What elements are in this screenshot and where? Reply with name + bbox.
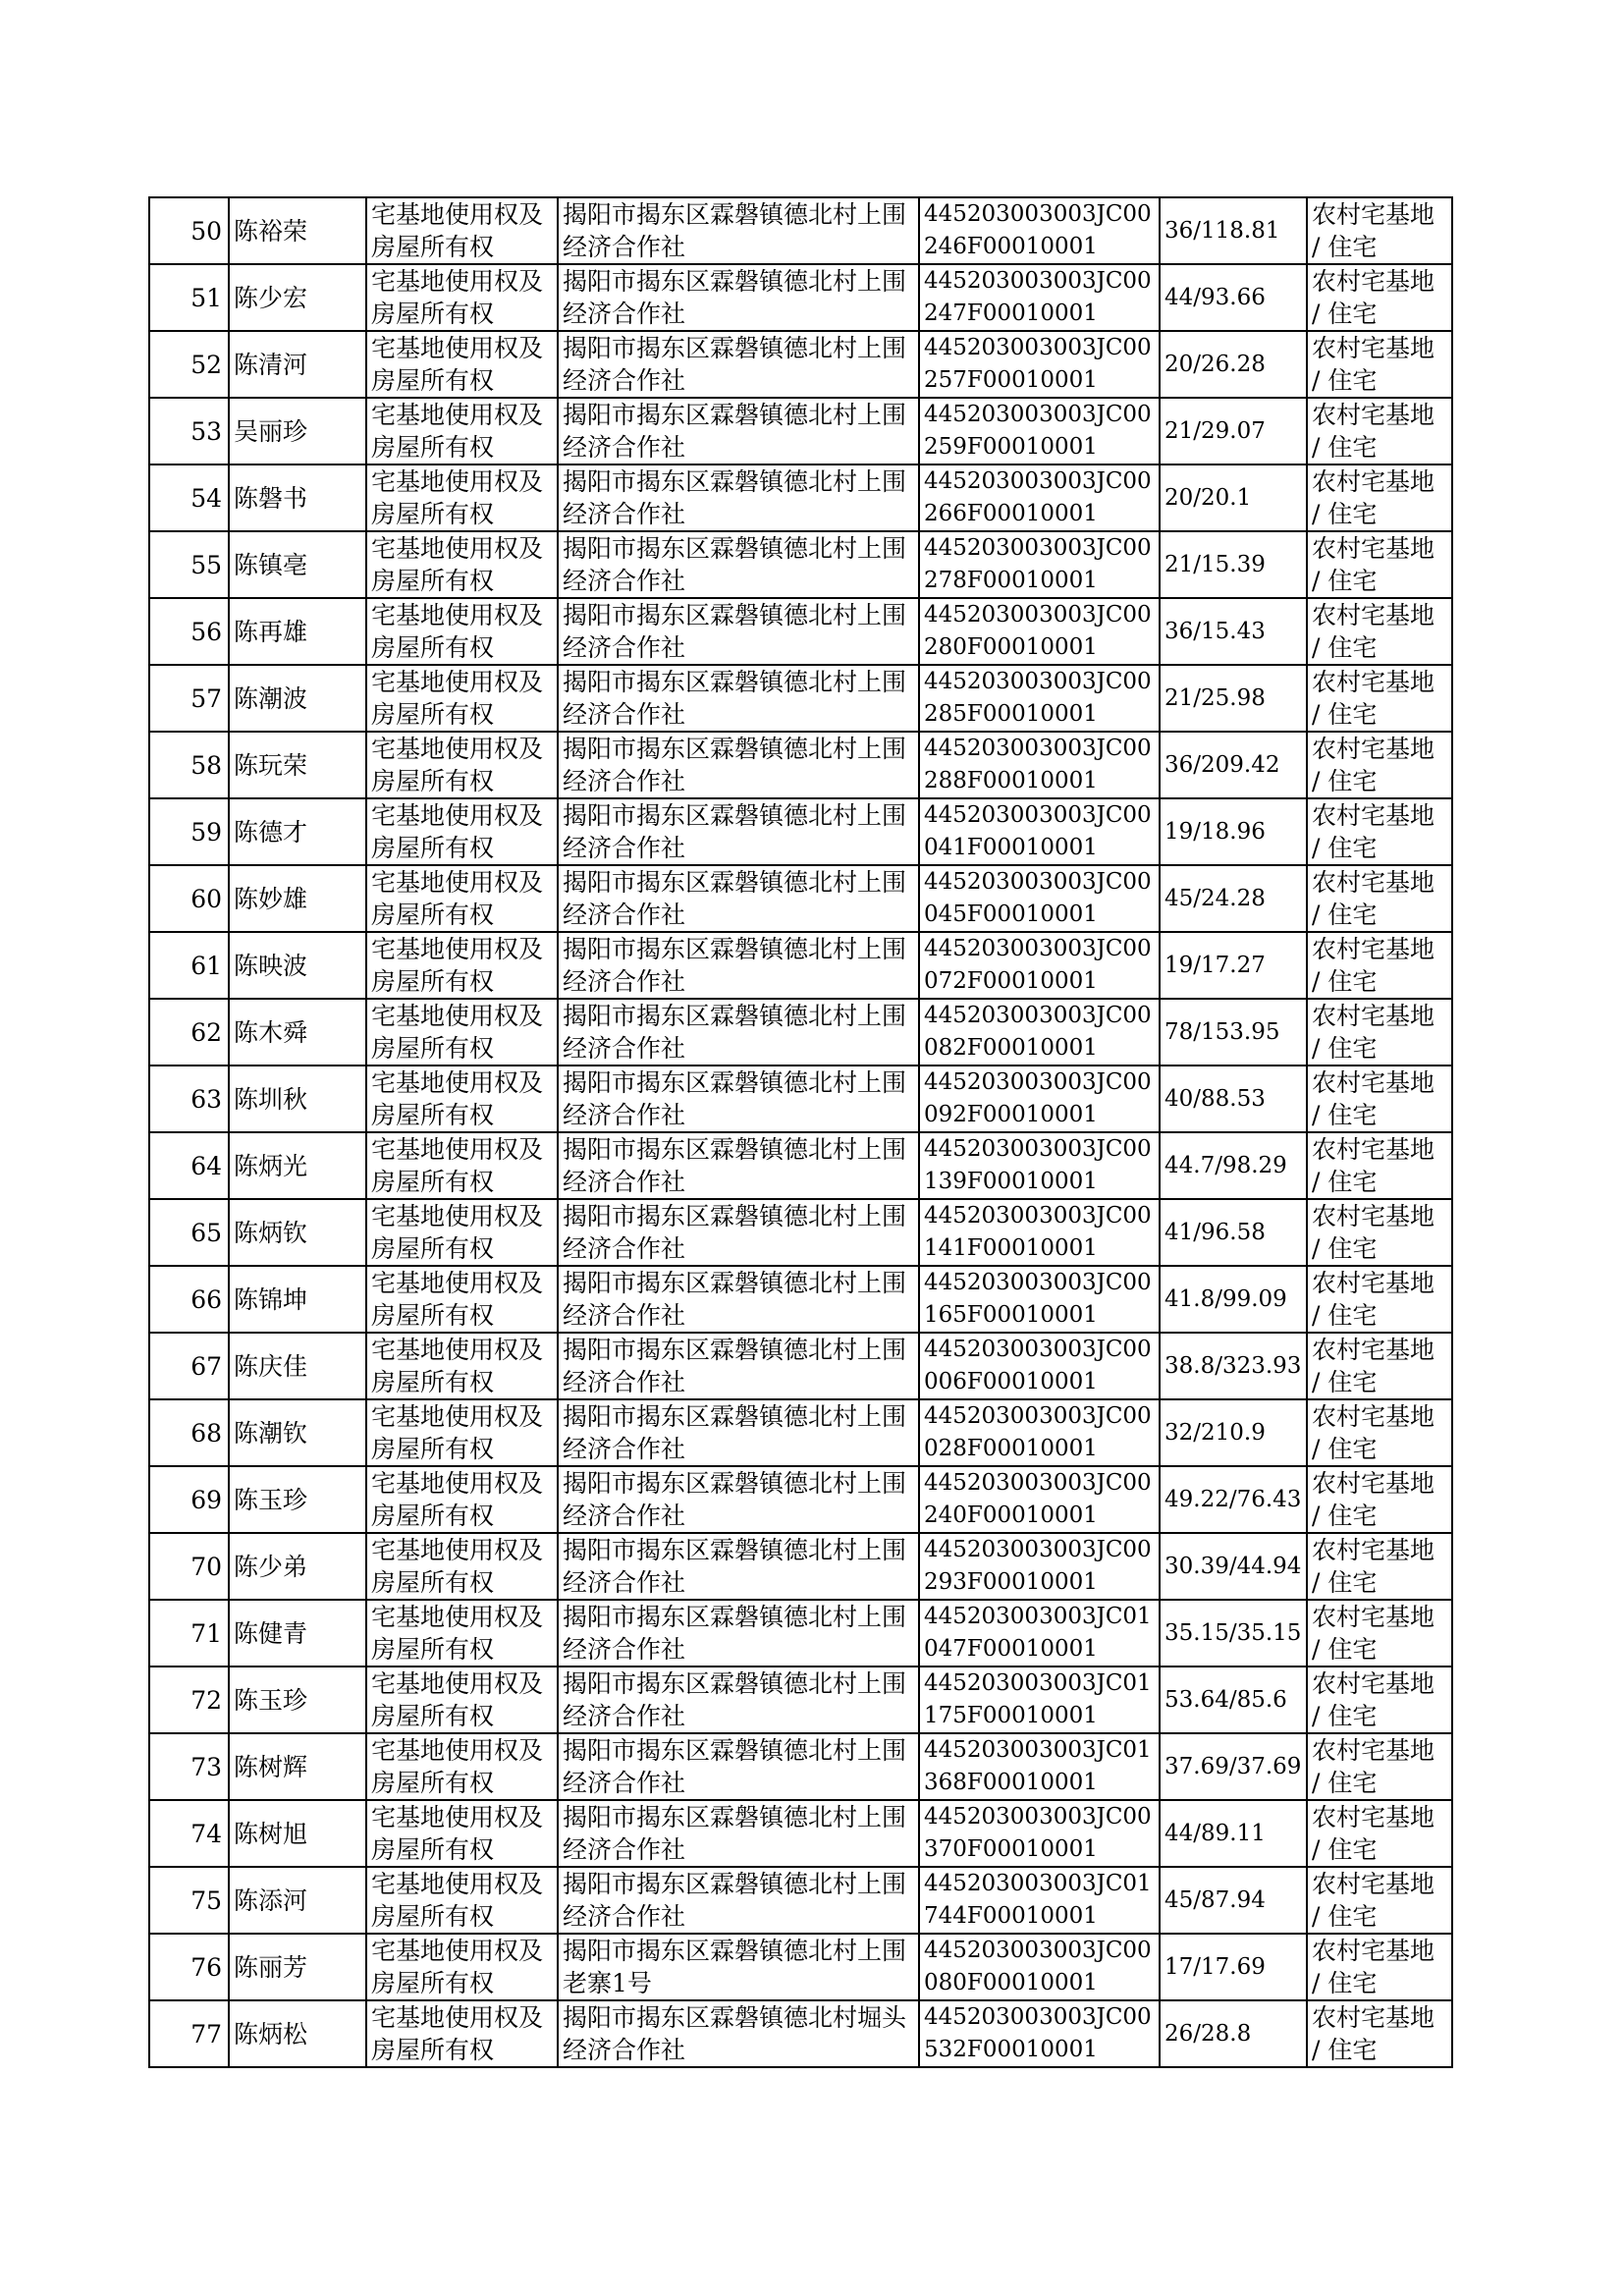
right-type-cell: 宅基地使用权及房屋所有权 (366, 1867, 558, 1934)
unit-code-cell: 445203003003JC00247F00010001 (919, 264, 1160, 331)
unit-code-cell: 445203003003JC00285F00010001 (919, 665, 1160, 732)
unit-code-cell: 445203003003JC00370F00010001 (919, 1800, 1160, 1867)
right-type-cell: 宅基地使用权及房屋所有权 (366, 398, 558, 464)
owner-name-cell: 陈裕荣 (229, 197, 366, 264)
owner-name-cell: 陈玩荣 (229, 732, 366, 798)
owner-name-cell: 陈炳光 (229, 1132, 366, 1199)
right-type-cell: 宅基地使用权及房屋所有权 (366, 1399, 558, 1466)
unit-code-cell: 445203003003JC00006F00010001 (919, 1333, 1160, 1399)
area-cell: 36/118.81 (1160, 197, 1307, 264)
area-cell: 21/25.98 (1160, 665, 1307, 732)
usage-cell: 农村宅基地 / 住宅 (1307, 197, 1452, 264)
table-row (149, 1533, 1452, 1600)
usage-cell: 农村宅基地 / 住宅 (1307, 1266, 1452, 1333)
table-row (149, 865, 1452, 932)
usage-cell: 农村宅基地 / 住宅 (1307, 1733, 1452, 1800)
area-cell: 17/17.69 (1160, 1934, 1307, 2000)
unit-code-cell: 445203003003JC01368F00010001 (919, 1733, 1160, 1800)
usage-cell: 农村宅基地 / 住宅 (1307, 264, 1452, 331)
table-row (149, 1466, 1452, 1533)
table-row (149, 1667, 1452, 1733)
owner-name-cell: 陈少弟 (229, 1533, 366, 1600)
owner-name-cell: 陈树旭 (229, 1800, 366, 1867)
owner-name-cell: 吴丽珍 (229, 398, 366, 464)
owner-name-cell: 陈少宏 (229, 264, 366, 331)
usage-cell: 农村宅基地 / 住宅 (1307, 598, 1452, 665)
owner-name-cell: 陈再雄 (229, 598, 366, 665)
row-number-cell: 60 (149, 865, 229, 932)
unit-code-cell: 445203003003JC00045F00010001 (919, 865, 1160, 932)
area-cell: 53.64/85.6 (1160, 1667, 1307, 1733)
owner-name-cell: 陈玉珍 (229, 1466, 366, 1533)
row-number-cell: 51 (149, 264, 229, 331)
right-type-cell: 宅基地使用权及房屋所有权 (366, 1800, 558, 1867)
location-cell: 揭阳市揭东区霖磐镇德北村上围经济合作社 (558, 865, 919, 932)
usage-cell: 农村宅基地 / 住宅 (1307, 1667, 1452, 1733)
row-number-cell: 64 (149, 1132, 229, 1199)
location-cell: 揭阳市揭东区霖磐镇德北村上围经济合作社 (558, 398, 919, 464)
usage-cell: 农村宅基地 / 住宅 (1307, 1333, 1452, 1399)
area-cell: 44/93.66 (1160, 264, 1307, 331)
unit-code-cell: 445203003003JC00246F00010001 (919, 197, 1160, 264)
area-cell: 32/210.9 (1160, 1399, 1307, 1466)
table-row (149, 1399, 1452, 1466)
right-type-cell: 宅基地使用权及房屋所有权 (366, 1733, 558, 1800)
table-row (149, 732, 1452, 798)
unit-code-cell: 445203003003JC00082F00010001 (919, 999, 1160, 1066)
unit-code-cell: 445203003003JC01047F00010001 (919, 1600, 1160, 1667)
right-type-cell: 宅基地使用权及房屋所有权 (366, 932, 558, 999)
unit-code-cell: 445203003003JC00266F00010001 (919, 464, 1160, 531)
location-cell: 揭阳市揭东区霖磐镇德北村上围经济合作社 (558, 1733, 919, 1800)
row-number-cell: 50 (149, 197, 229, 264)
unit-code-cell: 445203003003JC00141F00010001 (919, 1199, 1160, 1266)
owner-name-cell: 陈木舜 (229, 999, 366, 1066)
owner-name-cell: 陈圳秋 (229, 1066, 366, 1132)
location-cell: 揭阳市揭东区霖磐镇德北村上围经济合作社 (558, 665, 919, 732)
owner-name-cell: 陈炳钦 (229, 1199, 366, 1266)
right-type-cell: 宅基地使用权及房屋所有权 (366, 1600, 558, 1667)
area-cell: 36/209.42 (1160, 732, 1307, 798)
owner-name-cell: 陈添河 (229, 1867, 366, 1934)
row-number-cell: 77 (149, 2000, 229, 2067)
right-type-cell: 宅基地使用权及房屋所有权 (366, 1466, 558, 1533)
area-cell: 41/96.58 (1160, 1199, 1307, 1266)
table-body (149, 197, 1452, 2067)
owner-name-cell: 陈清河 (229, 331, 366, 398)
right-type-cell: 宅基地使用权及房屋所有权 (366, 665, 558, 732)
area-cell: 19/17.27 (1160, 932, 1307, 999)
table-row (149, 331, 1452, 398)
row-number-cell: 73 (149, 1733, 229, 1800)
row-number-cell: 65 (149, 1199, 229, 1266)
location-cell: 揭阳市揭东区霖磐镇德北村上围经济合作社 (558, 1867, 919, 1934)
location-cell: 揭阳市揭东区霖磐镇德北村上围经济合作社 (558, 1600, 919, 1667)
unit-code-cell: 445203003003JC00280F00010001 (919, 598, 1160, 665)
location-cell: 揭阳市揭东区霖磐镇德北村上围经济合作社 (558, 1066, 919, 1132)
location-cell: 揭阳市揭东区霖磐镇德北村上围经济合作社 (558, 531, 919, 598)
row-number-cell: 54 (149, 464, 229, 531)
usage-cell: 农村宅基地 / 住宅 (1307, 1466, 1452, 1533)
usage-cell: 农村宅基地 / 住宅 (1307, 1399, 1452, 1466)
usage-cell: 农村宅基地 / 住宅 (1307, 665, 1452, 732)
unit-code-cell: 445203003003JC00293F00010001 (919, 1533, 1160, 1600)
owner-name-cell: 陈磐书 (229, 464, 366, 531)
owner-name-cell: 陈庆佳 (229, 1333, 366, 1399)
location-cell: 揭阳市揭东区霖磐镇德北村上围经济合作社 (558, 1399, 919, 1466)
owner-name-cell: 陈树辉 (229, 1733, 366, 1800)
table-row (149, 531, 1452, 598)
right-type-cell: 宅基地使用权及房屋所有权 (366, 197, 558, 264)
right-type-cell: 宅基地使用权及房屋所有权 (366, 1333, 558, 1399)
row-number-cell: 71 (149, 1600, 229, 1667)
unit-code-cell: 445203003003JC00240F00010001 (919, 1466, 1160, 1533)
right-type-cell: 宅基地使用权及房屋所有权 (366, 865, 558, 932)
location-cell: 揭阳市揭东区霖磐镇德北村上围经济合作社 (558, 1199, 919, 1266)
usage-cell: 农村宅基地 / 住宅 (1307, 1867, 1452, 1934)
row-number-cell: 53 (149, 398, 229, 464)
row-number-cell: 57 (149, 665, 229, 732)
row-number-cell: 58 (149, 732, 229, 798)
table-row (149, 2000, 1452, 2067)
right-type-cell: 宅基地使用权及房屋所有权 (366, 331, 558, 398)
usage-cell: 农村宅基地 / 住宅 (1307, 1934, 1452, 2000)
owner-name-cell: 陈镇亳 (229, 531, 366, 598)
area-cell: 45/87.94 (1160, 1867, 1307, 1934)
right-type-cell: 宅基地使用权及房屋所有权 (366, 1934, 558, 2000)
row-number-cell: 72 (149, 1667, 229, 1733)
owner-name-cell: 陈德才 (229, 798, 366, 865)
row-number-cell: 68 (149, 1399, 229, 1466)
table-row (149, 197, 1452, 264)
unit-code-cell: 445203003003JC00257F00010001 (919, 331, 1160, 398)
area-cell: 21/29.07 (1160, 398, 1307, 464)
owner-name-cell: 陈潮钦 (229, 1399, 366, 1466)
area-cell: 21/15.39 (1160, 531, 1307, 598)
location-cell: 揭阳市揭东区霖磐镇德北村上围经济合作社 (558, 798, 919, 865)
unit-code-cell: 445203003003JC00278F00010001 (919, 531, 1160, 598)
area-cell: 26/28.8 (1160, 2000, 1307, 2067)
row-number-cell: 55 (149, 531, 229, 598)
table-row (149, 1600, 1452, 1667)
right-type-cell: 宅基地使用权及房屋所有权 (366, 1533, 558, 1600)
unit-code-cell: 445203003003JC00165F00010001 (919, 1266, 1160, 1333)
right-type-cell: 宅基地使用权及房屋所有权 (366, 464, 558, 531)
area-cell: 78/153.95 (1160, 999, 1307, 1066)
row-number-cell: 67 (149, 1333, 229, 1399)
row-number-cell: 59 (149, 798, 229, 865)
location-cell: 揭阳市揭东区霖磐镇德北村上围经济合作社 (558, 598, 919, 665)
unit-code-cell: 445203003003JC00532F00010001 (919, 2000, 1160, 2067)
row-number-cell: 70 (149, 1533, 229, 1600)
table-row (149, 398, 1452, 464)
table-row (149, 1800, 1452, 1867)
unit-code-cell: 445203003003JC00072F00010001 (919, 932, 1160, 999)
usage-cell: 农村宅基地 / 住宅 (1307, 865, 1452, 932)
location-cell: 揭阳市揭东区霖磐镇德北村上围老寨1号 (558, 1934, 919, 2000)
right-type-cell: 宅基地使用权及房屋所有权 (366, 1266, 558, 1333)
location-cell: 揭阳市揭东区霖磐镇德北村上围经济合作社 (558, 1533, 919, 1600)
location-cell: 揭阳市揭东区霖磐镇德北村上围经济合作社 (558, 1466, 919, 1533)
usage-cell: 农村宅基地 / 住宅 (1307, 331, 1452, 398)
usage-cell: 农村宅基地 / 住宅 (1307, 398, 1452, 464)
property-rights-table (148, 196, 1453, 2068)
usage-cell: 农村宅基地 / 住宅 (1307, 1600, 1452, 1667)
table-row (149, 464, 1452, 531)
location-cell: 揭阳市揭东区霖磐镇德北村上围经济合作社 (558, 197, 919, 264)
location-cell: 揭阳市揭东区霖磐镇德北村上围经济合作社 (558, 732, 919, 798)
unit-code-cell: 445203003003JC00092F00010001 (919, 1066, 1160, 1132)
table-row (149, 1199, 1452, 1266)
area-cell: 35.15/35.15 (1160, 1600, 1307, 1667)
owner-name-cell: 陈炳松 (229, 2000, 366, 2067)
right-type-cell: 宅基地使用权及房屋所有权 (366, 1667, 558, 1733)
table-row (149, 1132, 1452, 1199)
area-cell: 36/15.43 (1160, 598, 1307, 665)
table-row (149, 999, 1452, 1066)
area-cell: 30.39/44.94 (1160, 1533, 1307, 1600)
row-number-cell: 76 (149, 1934, 229, 2000)
area-cell: 20/20.1 (1160, 464, 1307, 531)
location-cell: 揭阳市揭东区霖磐镇德北村上围经济合作社 (558, 264, 919, 331)
location-cell: 揭阳市揭东区霖磐镇德北村上围经济合作社 (558, 1132, 919, 1199)
unit-code-cell: 445203003003JC00259F00010001 (919, 398, 1160, 464)
area-cell: 19/18.96 (1160, 798, 1307, 865)
table-row (149, 1934, 1452, 2000)
usage-cell: 农村宅基地 / 住宅 (1307, 531, 1452, 598)
owner-name-cell: 陈锦坤 (229, 1266, 366, 1333)
owner-name-cell: 陈映波 (229, 932, 366, 999)
table-row (149, 798, 1452, 865)
area-cell: 44.7/98.29 (1160, 1132, 1307, 1199)
table-row (149, 1867, 1452, 1934)
usage-cell: 农村宅基地 / 住宅 (1307, 798, 1452, 865)
area-cell: 49.22/76.43 (1160, 1466, 1307, 1533)
row-number-cell: 52 (149, 331, 229, 398)
row-number-cell: 61 (149, 932, 229, 999)
usage-cell: 农村宅基地 / 住宅 (1307, 999, 1452, 1066)
location-cell: 揭阳市揭东区霖磐镇德北村堀头经济合作社 (558, 2000, 919, 2067)
unit-code-cell: 445203003003JC00041F00010001 (919, 798, 1160, 865)
right-type-cell: 宅基地使用权及房屋所有权 (366, 2000, 558, 2067)
unit-code-cell: 445203003003JC00139F00010001 (919, 1132, 1160, 1199)
row-number-cell: 69 (149, 1466, 229, 1533)
usage-cell: 农村宅基地 / 住宅 (1307, 732, 1452, 798)
owner-name-cell: 陈妙雄 (229, 865, 366, 932)
right-type-cell: 宅基地使用权及房屋所有权 (366, 1066, 558, 1132)
row-number-cell: 56 (149, 598, 229, 665)
right-type-cell: 宅基地使用权及房屋所有权 (366, 531, 558, 598)
usage-cell: 农村宅基地 / 住宅 (1307, 1800, 1452, 1867)
location-cell: 揭阳市揭东区霖磐镇德北村上围经济合作社 (558, 1800, 919, 1867)
location-cell: 揭阳市揭东区霖磐镇德北村上围经济合作社 (558, 331, 919, 398)
area-cell: 20/26.28 (1160, 331, 1307, 398)
right-type-cell: 宅基地使用权及房屋所有权 (366, 598, 558, 665)
area-cell: 44/89.11 (1160, 1800, 1307, 1867)
usage-cell: 农村宅基地 / 住宅 (1307, 2000, 1452, 2067)
area-cell: 37.69/37.69 (1160, 1733, 1307, 1800)
right-type-cell: 宅基地使用权及房屋所有权 (366, 798, 558, 865)
row-number-cell: 66 (149, 1266, 229, 1333)
right-type-cell: 宅基地使用权及房屋所有权 (366, 999, 558, 1066)
owner-name-cell: 陈丽芳 (229, 1934, 366, 2000)
location-cell: 揭阳市揭东区霖磐镇德北村上围经济合作社 (558, 1333, 919, 1399)
row-number-cell: 74 (149, 1800, 229, 1867)
usage-cell: 农村宅基地 / 住宅 (1307, 1066, 1452, 1132)
owner-name-cell: 陈潮波 (229, 665, 366, 732)
table-row (149, 1333, 1452, 1399)
usage-cell: 农村宅基地 / 住宅 (1307, 1533, 1452, 1600)
row-number-cell: 63 (149, 1066, 229, 1132)
right-type-cell: 宅基地使用权及房屋所有权 (366, 1132, 558, 1199)
area-cell: 45/24.28 (1160, 865, 1307, 932)
unit-code-cell: 445203003003JC00080F00010001 (919, 1934, 1160, 2000)
location-cell: 揭阳市揭东区霖磐镇德北村上围经济合作社 (558, 999, 919, 1066)
table-row (149, 665, 1452, 732)
location-cell: 揭阳市揭东区霖磐镇德北村上围经济合作社 (558, 1266, 919, 1333)
unit-code-cell: 445203003003JC00288F00010001 (919, 732, 1160, 798)
table-row (149, 1066, 1452, 1132)
table-row (149, 598, 1452, 665)
right-type-cell: 宅基地使用权及房屋所有权 (366, 264, 558, 331)
location-cell: 揭阳市揭东区霖磐镇德北村上围经济合作社 (558, 464, 919, 531)
unit-code-cell: 445203003003JC00028F00010001 (919, 1399, 1160, 1466)
usage-cell: 农村宅基地 / 住宅 (1307, 1132, 1452, 1199)
right-type-cell: 宅基地使用权及房屋所有权 (366, 732, 558, 798)
table-row (149, 1266, 1452, 1333)
table-row (149, 932, 1452, 999)
owner-name-cell: 陈玉珍 (229, 1667, 366, 1733)
unit-code-cell: 445203003003JC01744F00010001 (919, 1867, 1160, 1934)
location-cell: 揭阳市揭东区霖磐镇德北村上围经济合作社 (558, 932, 919, 999)
area-cell: 38.8/323.93 (1160, 1333, 1307, 1399)
area-cell: 40/88.53 (1160, 1066, 1307, 1132)
usage-cell: 农村宅基地 / 住宅 (1307, 1199, 1452, 1266)
table-row (149, 1733, 1452, 1800)
location-cell: 揭阳市揭东区霖磐镇德北村上围经济合作社 (558, 1667, 919, 1733)
usage-cell: 农村宅基地 / 住宅 (1307, 464, 1452, 531)
table-row (149, 264, 1452, 331)
row-number-cell: 75 (149, 1867, 229, 1934)
unit-code-cell: 445203003003JC01175F00010001 (919, 1667, 1160, 1733)
owner-name-cell: 陈健青 (229, 1600, 366, 1667)
area-cell: 41.8/99.09 (1160, 1266, 1307, 1333)
right-type-cell: 宅基地使用权及房屋所有权 (366, 1199, 558, 1266)
usage-cell: 农村宅基地 / 住宅 (1307, 932, 1452, 999)
row-number-cell: 62 (149, 999, 229, 1066)
